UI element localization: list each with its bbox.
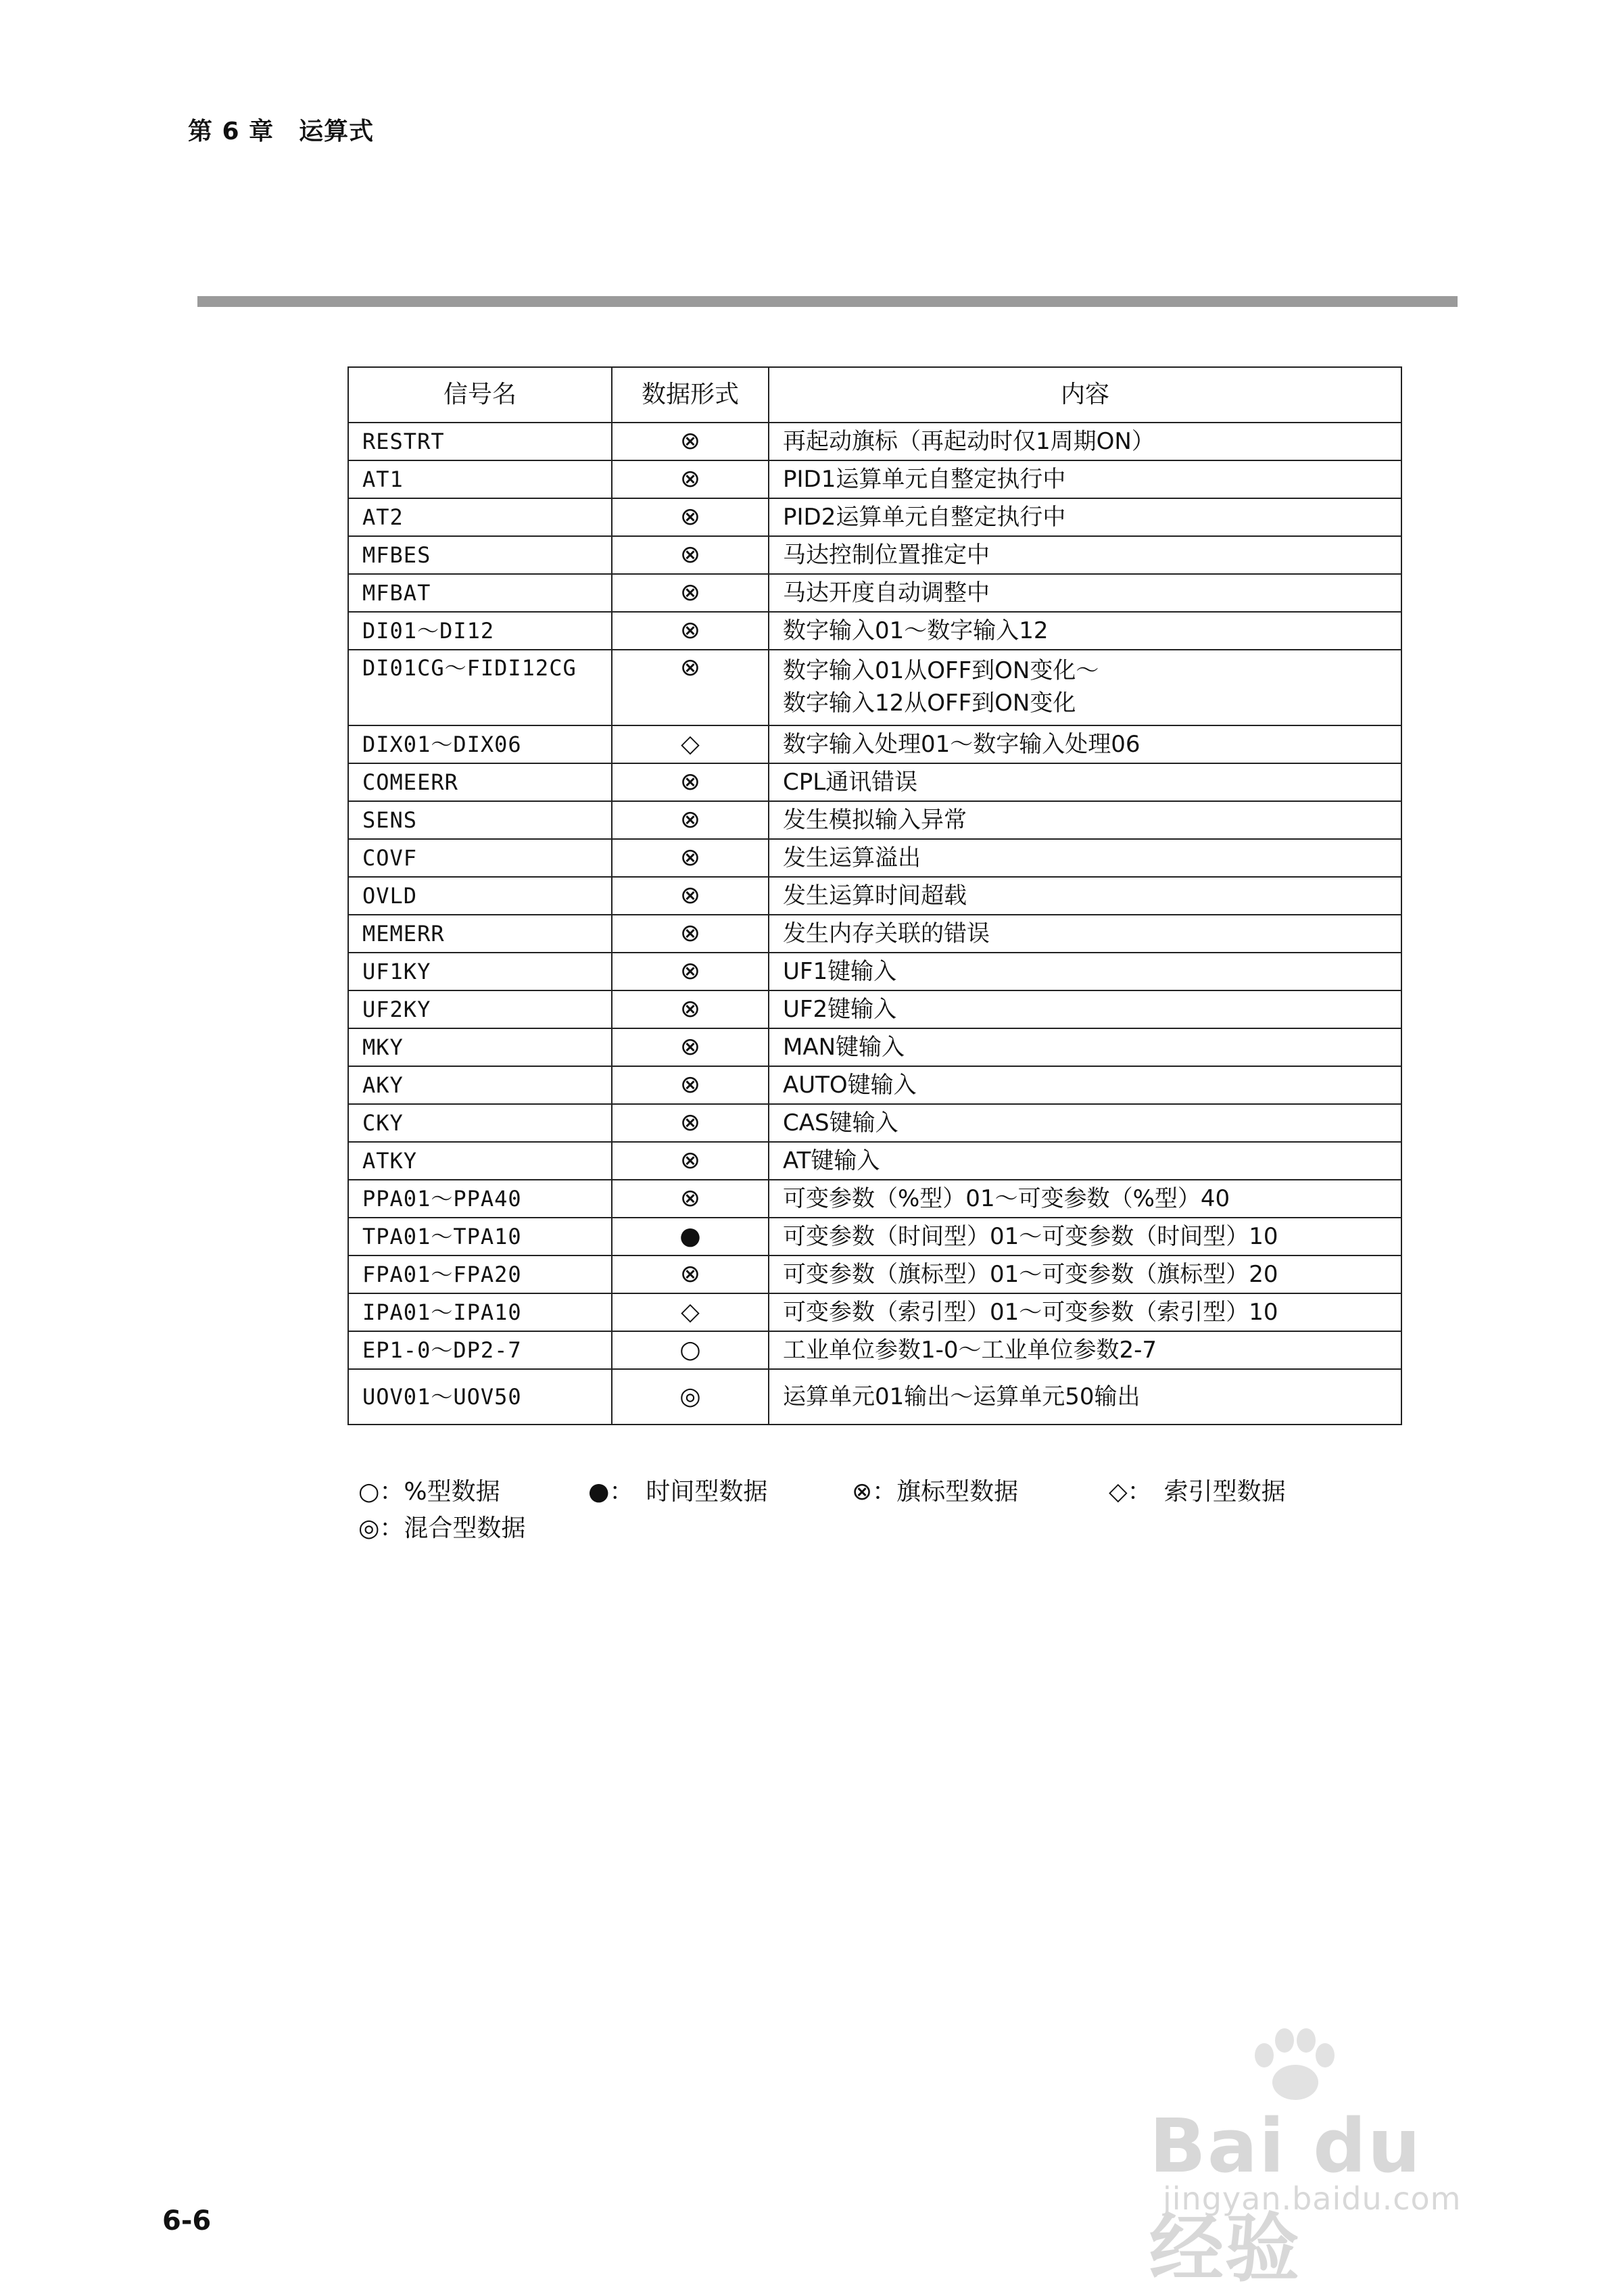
data-format-cell: ⊗ xyxy=(612,612,769,650)
data-format-cell: ⊗ xyxy=(612,953,769,990)
data-format-cell: ⊗ xyxy=(612,990,769,1028)
signal-name-cell: PPA01～PPA40 xyxy=(348,1180,612,1218)
content-line: 马达控制位置推定中 xyxy=(783,542,990,569)
signal-name-cell: ATKY xyxy=(348,1142,612,1180)
legend-mixed-type: ◎：混合型数据 xyxy=(358,1514,526,1542)
table-row xyxy=(348,650,1401,725)
content-cell xyxy=(769,460,1401,498)
signal-name-cell: TPA01～TPA10 xyxy=(348,1218,612,1255)
content-cell xyxy=(769,725,1401,763)
content-line: 发生内存关联的错误 xyxy=(783,920,990,947)
content-cell xyxy=(769,1142,1401,1180)
content-line: 数字输入12从OFF到ON变化 xyxy=(783,690,1076,717)
content-cell xyxy=(769,1293,1401,1331)
table-row xyxy=(348,1293,1401,1331)
table-row xyxy=(348,1104,1401,1142)
table-row xyxy=(348,1142,1401,1180)
content-cell xyxy=(769,1180,1401,1218)
signal-name-cell: DI01CG～FIDI12CG xyxy=(348,650,612,725)
data-format-cell: ⊗ xyxy=(612,839,769,877)
signal-name-cell: AKY xyxy=(348,1066,612,1104)
signal-name-cell: COVF xyxy=(348,839,612,877)
column-header-signal-name: 信号名 xyxy=(348,367,612,423)
content-cell xyxy=(769,536,1401,574)
signal-name-cell: AT1 xyxy=(348,460,612,498)
content-cell xyxy=(769,1104,1401,1142)
data-format-cell: ⊗ xyxy=(612,1142,769,1180)
table-row xyxy=(348,1369,1401,1425)
content-line: 工业单位参数1-0～工业单位参数2-7 xyxy=(783,1337,1157,1364)
table-row xyxy=(348,498,1401,536)
legend-percent-type: ○：%型数据 xyxy=(358,1478,500,1506)
signal-table xyxy=(347,366,1402,1425)
content-line: AT键输入 xyxy=(783,1147,880,1174)
content-cell xyxy=(769,1255,1401,1293)
data-format-cell: ⊗ xyxy=(612,574,769,612)
signal-name-cell: COMEERR xyxy=(348,763,612,801)
table-row xyxy=(348,460,1401,498)
data-format-cell: ⊗ xyxy=(612,1104,769,1142)
table-row xyxy=(348,1255,1401,1293)
table-row xyxy=(348,612,1401,650)
table-row xyxy=(348,877,1401,915)
signal-name-cell: EP1-0～DP2-7 xyxy=(348,1331,612,1369)
chapter-title: 第 6 章 运算式 xyxy=(188,118,375,145)
content-line: 可变参数（索引型）01～可变参数（索引型）10 xyxy=(783,1299,1278,1326)
section-divider xyxy=(197,296,1458,307)
content-line: 运算单元01输出～运算单元50输出 xyxy=(783,1383,1140,1410)
content-line: 可变参数（旗标型）01～可变参数（旗标型）20 xyxy=(783,1261,1278,1288)
data-format-cell: ⊗ xyxy=(612,1066,769,1104)
content-line: PID2运算单元自整定执行中 xyxy=(783,504,1066,531)
table-row xyxy=(348,574,1401,612)
paw-icon xyxy=(1244,2028,1339,2103)
content-line: MAN键输入 xyxy=(783,1034,905,1061)
content-line: 发生运算溢出 xyxy=(783,844,921,871)
data-format-cell: ◇ xyxy=(612,725,769,763)
table-row xyxy=(348,1331,1401,1369)
content-line: 可变参数（时间型）01～可变参数（时间型）10 xyxy=(783,1223,1278,1250)
content-cell xyxy=(769,801,1401,839)
content-line: UF1键输入 xyxy=(783,958,897,985)
watermark-logo xyxy=(1122,2028,1514,2292)
data-format-cell: ⊗ xyxy=(612,877,769,915)
page-number: 6-6 xyxy=(162,2205,212,2237)
table-row xyxy=(348,839,1401,877)
content-cell xyxy=(769,612,1401,650)
signal-name-cell: FPA01～FPA20 xyxy=(348,1255,612,1293)
content-cell xyxy=(769,763,1401,801)
signal-name-cell: UF2KY xyxy=(348,990,612,1028)
data-format-cell: ◎ xyxy=(612,1369,769,1425)
content-cell xyxy=(769,1331,1401,1369)
data-format-cell: ⊗ xyxy=(612,536,769,574)
data-format-cell: ⊗ xyxy=(612,650,769,725)
content-line: CAS键输入 xyxy=(783,1109,898,1137)
legend-line-1 xyxy=(358,1474,1440,1510)
table-row xyxy=(348,423,1401,460)
data-format-cell: ⊗ xyxy=(612,498,769,536)
table-header-row xyxy=(348,367,1401,423)
content-cell xyxy=(769,990,1401,1028)
signal-name-cell: CKY xyxy=(348,1104,612,1142)
legend-index-type: ◇： 索引型数据 xyxy=(1109,1478,1286,1506)
signal-name-cell: DIX01～DIX06 xyxy=(348,725,612,763)
table-row xyxy=(348,801,1401,839)
table-row xyxy=(348,915,1401,953)
signal-name-cell: AT2 xyxy=(348,498,612,536)
signal-name-cell: DI01～DI12 xyxy=(348,612,612,650)
signal-name-cell: OVLD xyxy=(348,877,612,915)
content-line: 数字输入处理01～数字输入处理06 xyxy=(783,731,1140,758)
data-format-cell: ⊗ xyxy=(612,1255,769,1293)
data-format-cell: ○ xyxy=(612,1331,769,1369)
content-cell xyxy=(769,574,1401,612)
content-line: 发生模拟输入异常 xyxy=(783,807,967,834)
table-row xyxy=(348,1066,1401,1104)
signal-name-cell: MEMERR xyxy=(348,915,612,953)
column-header-data-format: 数据形式 xyxy=(612,367,769,423)
data-format-cell: ● xyxy=(612,1218,769,1255)
content-line: UF2键输入 xyxy=(783,996,897,1023)
data-format-cell: ⊗ xyxy=(612,801,769,839)
table-row xyxy=(348,1028,1401,1066)
table-row xyxy=(348,1180,1401,1218)
signal-name-cell: MFBES xyxy=(348,536,612,574)
data-format-cell: ⊗ xyxy=(612,423,769,460)
data-format-cell: ⊗ xyxy=(612,1180,769,1218)
content-cell xyxy=(769,423,1401,460)
legend-line-2 xyxy=(358,1510,1440,1547)
content-line: AUTO键输入 xyxy=(783,1072,917,1099)
signal-name-cell: UF1KY xyxy=(348,953,612,990)
content-line: PID1运算单元自整定执行中 xyxy=(783,466,1066,493)
content-line: 马达开度自动调整中 xyxy=(783,579,990,606)
content-line: 再起动旗标（再起动时仅1周期ON） xyxy=(783,428,1155,455)
content-cell xyxy=(769,915,1401,953)
table-row xyxy=(348,953,1401,990)
signal-name-cell: SENS xyxy=(348,801,612,839)
content-line: CPL通讯错误 xyxy=(783,769,918,796)
signal-name-cell: MKY xyxy=(348,1028,612,1066)
legend-time-type: ●： 时间型数据 xyxy=(588,1478,768,1506)
signal-name-cell: UOV01～UOV50 xyxy=(348,1369,612,1425)
content-line: 数字输入01从OFF到ON变化～ xyxy=(783,657,1099,684)
data-format-cell: ⊗ xyxy=(612,915,769,953)
format-legend xyxy=(358,1474,1440,1547)
content-cell xyxy=(769,839,1401,877)
content-cell xyxy=(769,650,1401,725)
content-cell xyxy=(769,1066,1401,1104)
content-line: 发生运算时间超载 xyxy=(783,882,967,909)
legend-flag-type: ⊗：旗标型数据 xyxy=(852,1478,1019,1506)
content-line: 数字输入01～数字输入12 xyxy=(783,617,1049,644)
content-cell xyxy=(769,1028,1401,1066)
content-cell xyxy=(769,1218,1401,1255)
data-format-cell: ⊗ xyxy=(612,1028,769,1066)
table-row xyxy=(348,763,1401,801)
data-format-cell: ⊗ xyxy=(612,763,769,801)
table-row xyxy=(348,536,1401,574)
content-cell xyxy=(769,877,1401,915)
data-format-cell: ⊗ xyxy=(612,460,769,498)
content-line: 可变参数（%型）01～可变参数（%型）40 xyxy=(783,1185,1230,1212)
data-format-cell: ◇ xyxy=(612,1293,769,1331)
signal-name-cell: MFBAT xyxy=(348,574,612,612)
content-cell xyxy=(769,498,1401,536)
column-header-content: 内容 xyxy=(769,367,1401,423)
content-cell xyxy=(769,953,1401,990)
content-cell xyxy=(769,1369,1401,1425)
watermark-url: jingyan.baidu.com xyxy=(1163,2180,1462,2217)
signal-name-cell: RESTRT xyxy=(348,423,612,460)
table-row xyxy=(348,725,1401,763)
signal-name-cell: IPA01～IPA10 xyxy=(348,1293,612,1331)
table-row xyxy=(348,990,1401,1028)
watermark-brand: Bai du 经验 xyxy=(1149,2103,1422,2292)
table-row xyxy=(348,1218,1401,1255)
